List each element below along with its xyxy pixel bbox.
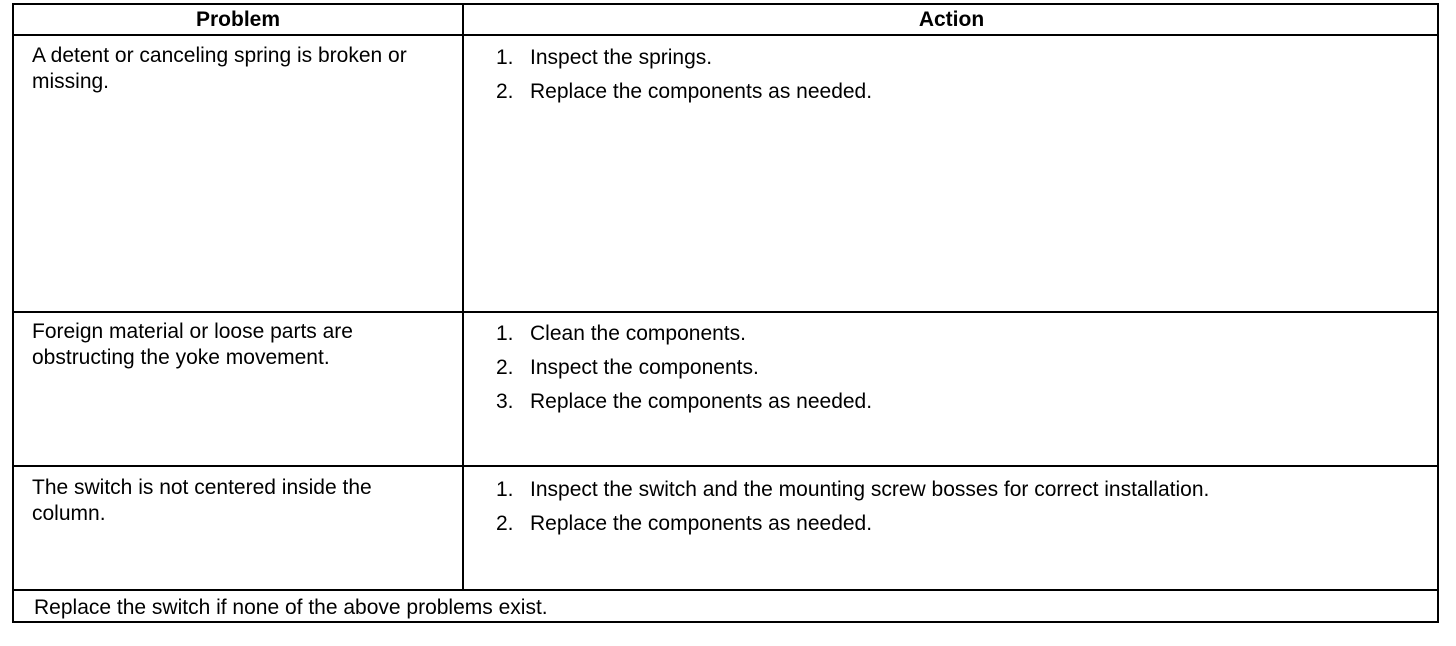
step-number: 3. — [496, 390, 514, 413]
row-1-problem: A detent or canceling spring is broken or missing. — [32, 44, 407, 93]
list-item — [496, 355, 872, 389]
row-divider-3 — [14, 589, 1437, 591]
step-text: Inspect the components. — [530, 356, 759, 379]
column-divider — [462, 5, 464, 589]
header-divider — [14, 34, 1437, 36]
step-text: Replace the components as needed. — [530, 390, 873, 413]
row-divider-2 — [14, 465, 1437, 467]
step-text: Inspect the switch and the mounting screw bosses for correct installation. — [530, 478, 1210, 501]
row-3-problem: The switch is not centered inside the column. — [32, 476, 372, 525]
step-text: Clean the components. — [530, 322, 746, 345]
row-2-actions — [496, 321, 872, 423]
troubleshooting-table — [12, 3, 1439, 623]
list-item — [496, 389, 872, 423]
row-3-actions — [496, 477, 1209, 545]
step-number: 2. — [496, 512, 514, 535]
list-item — [496, 79, 872, 113]
list-item — [496, 45, 872, 79]
header-problem: Problem — [195, 8, 281, 31]
step-text: Inspect the springs. — [530, 46, 713, 69]
footer-note: Replace the switch if none of the above problems exist. — [34, 596, 548, 619]
step-number: 2. — [496, 356, 514, 379]
step-number: 1. — [496, 46, 514, 69]
step-number: 1. — [496, 478, 514, 501]
step-text: Replace the components as needed. — [530, 512, 873, 535]
list-item — [496, 511, 1209, 545]
row-divider-1 — [14, 311, 1437, 313]
list-item — [496, 321, 872, 355]
row-1-actions — [496, 45, 872, 113]
header-action: Action — [918, 8, 985, 31]
step-number: 2. — [496, 80, 514, 103]
list-item — [496, 477, 1209, 511]
row-2-problem: Foreign material or loose parts are obstructing the yoke movement. — [32, 320, 353, 369]
step-number: 1. — [496, 322, 514, 345]
step-text: Replace the components as needed. — [530, 80, 873, 103]
